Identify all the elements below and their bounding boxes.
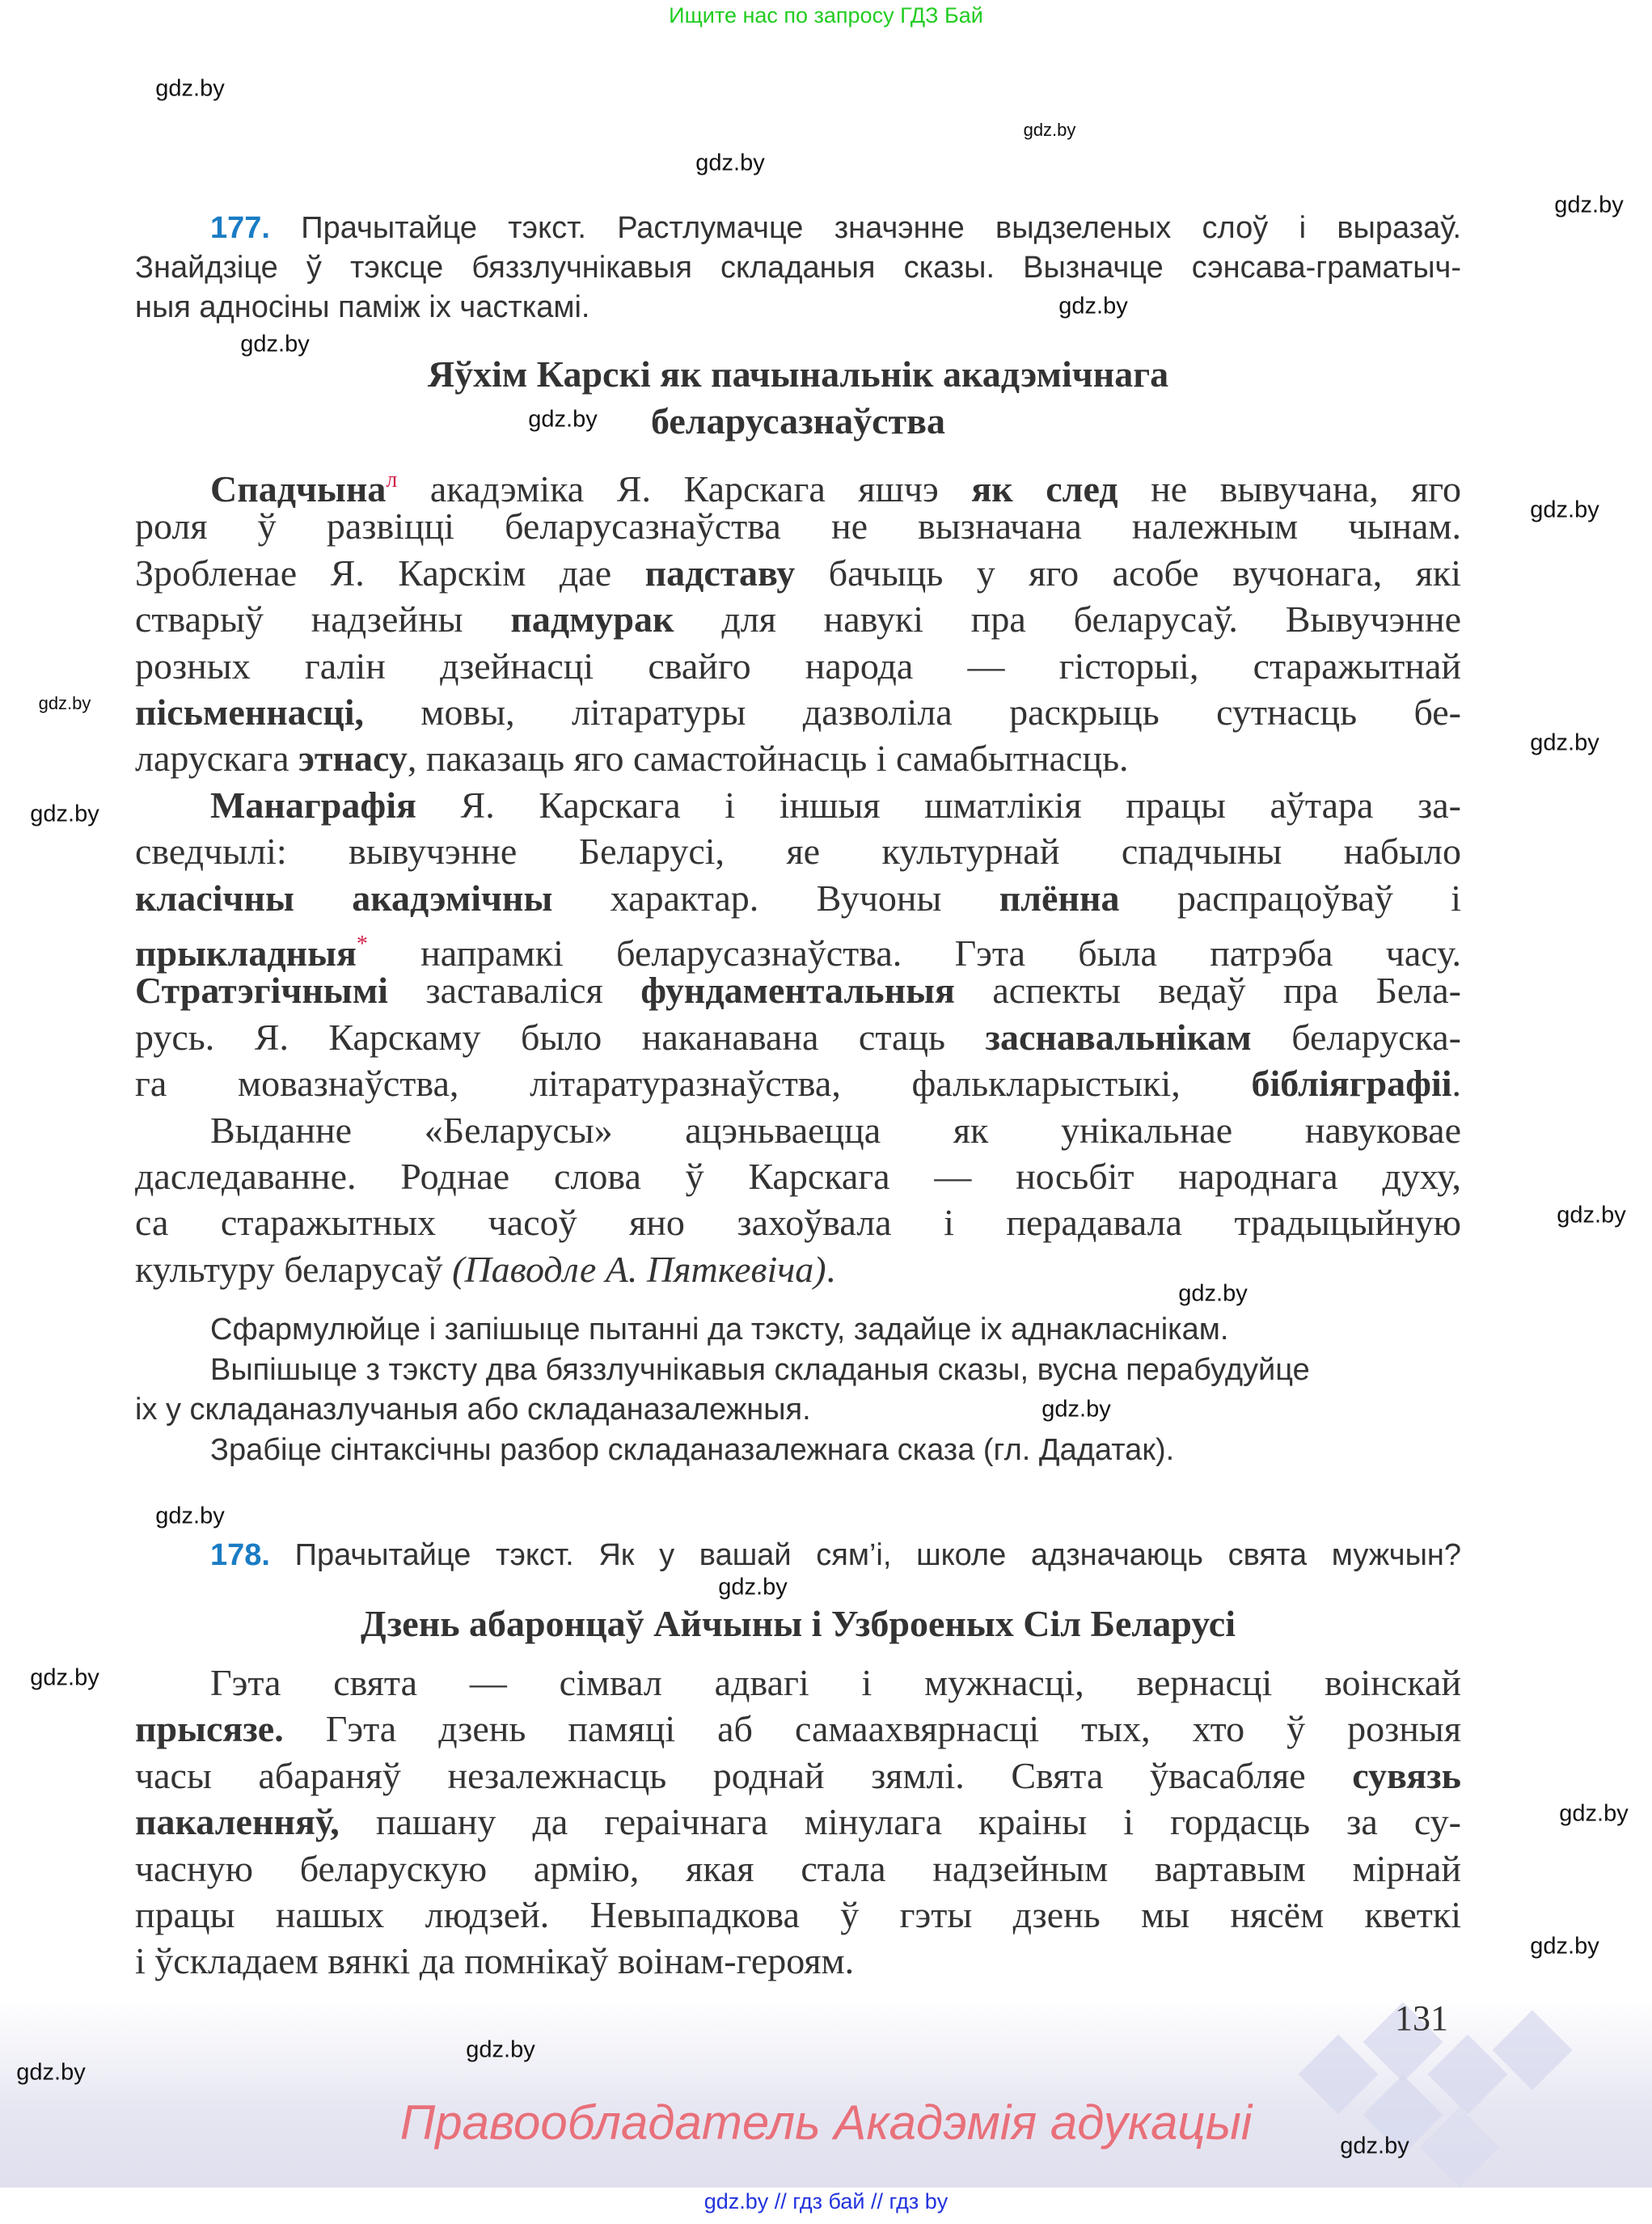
text-segment: сведчылі: вывучэнне Беларусі, яе культурнай спадчыны набыло <box>135 831 1461 873</box>
text-segment: напрамкі беларусазнаўства. Гэта была патрэба часу. <box>367 932 1461 974</box>
text-title-line-2: беларусазнаўства <box>650 400 945 442</box>
text-line <box>210 1310 1461 1349</box>
search-banner[interactable]: Ищите нас по запросу ГДЗ Бай <box>669 3 983 27</box>
watermark: gdz.by <box>1530 497 1599 523</box>
watermark: gdz.by <box>1058 293 1128 319</box>
watermark: gdz.by <box>38 693 91 713</box>
text-line <box>135 967 1461 1013</box>
text-line <box>135 1706 1461 1752</box>
watermark: gdz.by <box>466 2036 535 2063</box>
text-line <box>135 1390 1461 1429</box>
text-segment: Прачытайце тэкст. Як у вашай сям’і, школе адзначаюць свята мужчын? <box>269 1538 1461 1572</box>
text-segment: Гэта свята — сімвал адвагі і мужнасці, вернасці воінскай <box>210 1662 1461 1703</box>
text-segment: культуру беларусаў <box>135 1248 453 1290</box>
highlighted-term: фундаментальныя <box>640 970 955 1012</box>
diamond-decoration <box>1493 2010 1573 2091</box>
highlighted-term: прысязе. <box>135 1708 284 1750</box>
text-segment: і ўскладаем вянкі да помнікаў воінам-героям. <box>135 1940 855 1982</box>
text-segment: Знайдзіце ў тэксце бяззлучнікавыя складаныя сказы. Вызначце сэнсава-граматыч- <box>135 251 1461 285</box>
text-segment: не вывучана, яго <box>1118 468 1461 509</box>
text-segment: га мовазнаўства, літаратуразнаўства, фалькларыстыкі, <box>135 1063 1252 1105</box>
text-segment: часы абараняў незалежнасць роднай зямлі. Свята ўвасабляе <box>135 1754 1353 1796</box>
watermark: gdz.by <box>1559 1800 1629 1827</box>
text-line <box>135 1060 1461 1106</box>
text-segment: , паказаць яго самастойнасць і самабытнасць. <box>407 738 1129 780</box>
highlighted-term: як след <box>971 468 1118 509</box>
watermark: gdz.by <box>1023 120 1076 140</box>
text-line <box>210 1107 1461 1153</box>
text-segment: Я. Карскага і іншыя шматлікія працы аўтара за- <box>416 784 1461 826</box>
highlighted-term: падставу <box>644 552 796 594</box>
highlighted-term: бібліяграфіі <box>1251 1063 1452 1105</box>
text-segment: бачыць у яго асобе вучонага, які <box>795 552 1461 594</box>
text-segment: часную беларускую армію, якая стала надзейным вартавым мірнай <box>135 1847 1461 1889</box>
text-line <box>210 1431 1461 1469</box>
highlighted-term: Стратэгічнымі <box>135 970 388 1012</box>
highlighted-term: этнасу <box>298 738 408 780</box>
watermark: gdz.by <box>718 1574 788 1600</box>
text-line <box>135 1153 1461 1199</box>
watermark: gdz.by <box>155 1503 225 1529</box>
text-segment: Зробленае Я. Карскім дае <box>135 552 645 594</box>
text-segment: Выпішыце з тэксту два бяззлучнікавыя складаныя сказы, вусна перабудуйце <box>210 1352 1310 1387</box>
text-segment: Прачытайце тэкст. Растлумачце значэнне выдзеленых слоў і выразаў. <box>269 211 1461 245</box>
text-line <box>210 1660 1461 1706</box>
text-segment: Выданне «Беларусы» ацэньваецца як унікальнае навуковае <box>210 1109 1461 1151</box>
watermark: gdz.by <box>1557 1202 1626 1228</box>
text-segment: беларуска- <box>1251 1016 1461 1058</box>
highlighted-term: заснавальнікам <box>985 1016 1252 1058</box>
watermark: gdz.by <box>1530 1933 1599 1960</box>
watermark: gdz.by <box>30 801 99 827</box>
watermark: gdz.by <box>30 1664 99 1691</box>
highlighted-term: пакаленняў, <box>135 1801 340 1843</box>
watermark: gdz.by <box>695 150 765 176</box>
page-number: 131 <box>1395 1998 1448 2038</box>
watermark: gdz.by <box>1178 1280 1248 1307</box>
footnote-marker: л <box>386 467 398 493</box>
rights-holder: Правообладатель Акадэмія адукацыі <box>399 2095 1253 2150</box>
highlighted-term: Манаграфія <box>210 784 416 826</box>
watermark: gdz.by <box>240 331 310 357</box>
text-segment: ларускага <box>135 738 299 780</box>
text-segment: стварыў надзейны <box>135 598 511 641</box>
text-line <box>210 1351 1461 1389</box>
text-line <box>135 1938 1461 1984</box>
watermark: gdz.by <box>528 406 598 433</box>
highlighted-term: пісьменнасці, <box>135 691 364 733</box>
text-segment: . <box>826 1248 836 1290</box>
text-segment: (Паводле А. Пяткевіча) <box>452 1248 826 1290</box>
text-line <box>135 875 1461 921</box>
highlighted-term: Спадчына <box>210 468 387 509</box>
text-segment: акадэміка Я. Карскага яшчэ <box>397 468 972 509</box>
text-line <box>135 1246 1461 1292</box>
text-segment: іх у складаназлучаныя або складаназалежныя. <box>135 1393 811 1427</box>
text-line <box>135 1753 1461 1799</box>
text-line <box>135 503 1461 549</box>
text-title-holiday: Дзень абаронцаў Айчыны і Узброеных Сіл Беларусі <box>361 1603 1236 1644</box>
text-segment: . <box>1451 1063 1461 1105</box>
watermark: gdz.by <box>16 2059 86 2086</box>
text-segment: розных галін дзейнасці свайго народа — гісторыі, старажытнай <box>135 645 1461 687</box>
text-segment: распрацоўваў і <box>1119 877 1461 919</box>
text-line <box>135 1014 1461 1060</box>
text-line <box>135 1892 1461 1938</box>
text-line <box>135 735 1461 781</box>
watermark: gdz.by <box>155 75 225 102</box>
text-line <box>135 288 1461 327</box>
text-segment: пашану да гераічнага мінулага краіны і гордасць за су- <box>339 1801 1461 1843</box>
watermark: gdz.by <box>1041 1396 1111 1423</box>
text-segment: Гэта дзень памяці аб самаахвярнасці тых, хто ў розныя <box>283 1708 1461 1750</box>
watermark: gdz.by <box>1554 192 1624 218</box>
text-line <box>135 1199 1461 1245</box>
text-title-line-1: Яўхім Карскі як пачынальнік акадэмічнага <box>427 353 1169 395</box>
watermark: gdz.by <box>1340 2133 1409 2159</box>
text-line <box>135 1846 1461 1892</box>
text-line <box>135 248 1461 287</box>
highlighted-term: класічны акадэмічны <box>135 877 553 919</box>
text-line <box>135 596 1461 642</box>
text-segment: працы нашых людзей. Невыпадкова ў гэты дзень мы нясём кветкі <box>135 1894 1461 1935</box>
text-segment: ныя адносіны паміж іх часткамі. <box>135 290 590 324</box>
text-line <box>135 1799 1461 1845</box>
exercise-number: 177. <box>210 211 270 245</box>
text-line <box>135 828 1461 874</box>
text-line <box>135 550 1461 596</box>
highlighted-term: падмурак <box>510 598 674 641</box>
text-line <box>210 1536 1461 1575</box>
text-segment: мовы, літаратуры дазволіла раскрыць сутнасць бе- <box>364 691 1461 733</box>
text-segment: русь. Я. Карскаму было наканавана стаць <box>135 1016 986 1058</box>
footnote-marker: * <box>356 932 368 957</box>
text-segment: характар. Вучоны <box>552 877 999 919</box>
text-segment: аспекты ведаў пра Бела- <box>954 970 1461 1012</box>
text-segment: Зрабіце сінтаксічны разбор складаназалежнага сказа (гл. Дадатак). <box>210 1433 1175 1468</box>
text-line <box>210 209 1461 247</box>
text-line <box>135 643 1461 689</box>
watermark: gdz.by <box>1530 729 1599 756</box>
text-segment: са старажытных часоў яно захоўвала і перадавала традыцыйную <box>135 1202 1461 1244</box>
text-segment: для навукі пра беларусаў. Вывучэнне <box>674 598 1462 641</box>
exercise-number: 178. <box>210 1538 270 1572</box>
highlighted-term: сувязь <box>1352 1754 1461 1796</box>
highlighted-term: прыкладныя <box>135 932 357 974</box>
text-segment: роля ў развіцці беларусазнаўства не вызначана належным чынам. <box>135 505 1461 548</box>
text-segment: заставаліся <box>387 970 641 1012</box>
text-line <box>135 689 1461 735</box>
footer-links[interactable]: gdz.by // гдз бай // гдз by <box>703 2189 949 2213</box>
text-line <box>210 782 1461 828</box>
text-segment: даследаванне. Роднае слова ў Карскага — носьбіт народнага духу, <box>135 1156 1461 1197</box>
highlighted-term: плённа <box>999 877 1120 919</box>
text-segment: Сфармулюйце і запішыце пытанні да тэксту, задайце іх аднакласнікам. <box>210 1313 1229 1347</box>
